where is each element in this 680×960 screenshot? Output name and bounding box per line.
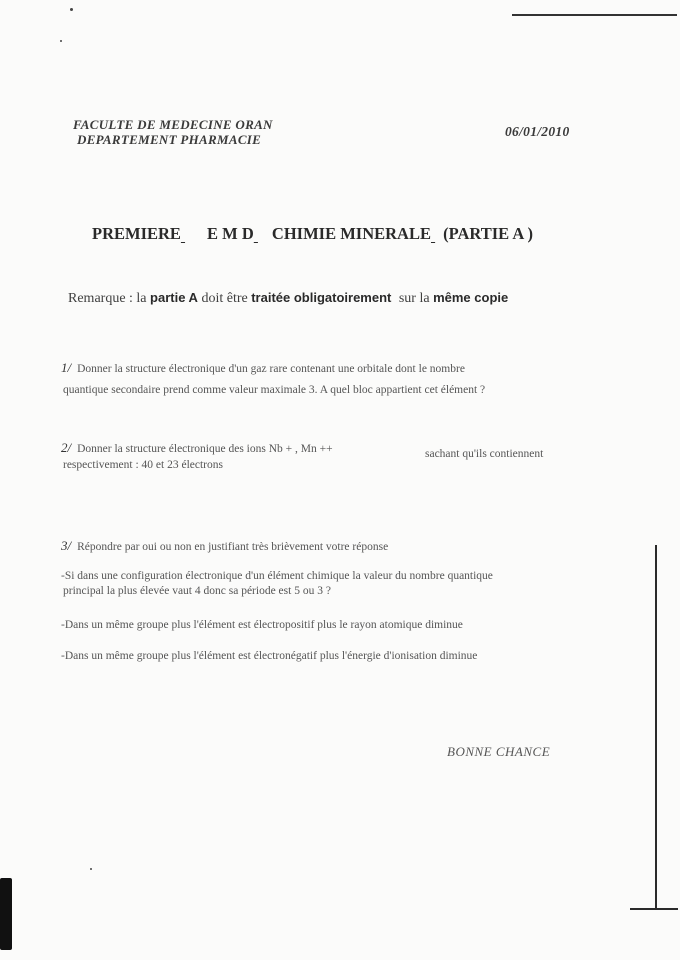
title-part-4: (PARTIE A ): [443, 224, 533, 243]
question-2-number: 2/: [61, 440, 72, 455]
scan-mark-left-edge: [0, 878, 12, 950]
department-name: DEPARTEMENT PHARMACIE: [77, 132, 262, 147]
title-part-1: PREMIERE: [92, 224, 181, 243]
remark-mandatory: traitée obligatoirement: [251, 290, 392, 305]
exam-date: 06/01/2010: [505, 124, 570, 139]
remark-prefix: Remarque : la: [68, 291, 147, 306]
scan-mark-top-right: [512, 14, 677, 16]
remark-same-copy: même copie: [433, 290, 509, 305]
question-1-number: 1/: [61, 360, 72, 375]
question-3-intro-text: Répondre par oui ou non en justifiant très brièvement votre réponse: [77, 541, 389, 553]
question-1-text-1: Donner la structure électronique d'un gaz rare contenant une orbitale dont le nombre: [77, 363, 465, 375]
remark-text-1: doit être: [201, 291, 248, 306]
question-1-line-1: [61, 360, 465, 376]
remark-text-2: sur la: [398, 291, 430, 306]
question-1-line-2: quantique secondaire prend comme valeur maximale 3. A quel bloc appartient cet élément ?: [63, 384, 486, 396]
remark-part-a: partie A: [150, 290, 198, 305]
scan-dot: [60, 40, 62, 42]
question-3c: -Dans un même groupe plus l'élément est électronégatif plus l'énergie d'ionisation diminue: [61, 650, 478, 662]
title-part-2: E M D: [207, 224, 254, 243]
scan-dot: [70, 8, 73, 11]
scan-dot: [90, 868, 92, 870]
question-3-intro: [61, 538, 388, 554]
title-part-3: CHIMIE MINERALE: [271, 224, 431, 243]
question-3a-line-2: principal la plus élevée vaut 4 donc sa période est 5 ou 3 ?: [63, 585, 331, 597]
closing-wish: BONNE CHANCE: [447, 744, 551, 759]
remark-line: [68, 290, 508, 307]
faculty-name: FACULTE DE MEDECINE ORAN: [73, 117, 273, 132]
question-2-line-1: [61, 440, 333, 456]
exam-title: [92, 224, 533, 244]
question-2-text-1b: sachant qu'ils contiennent: [425, 448, 544, 460]
question-3-number: 3/: [61, 538, 72, 553]
question-2-text-1a: Donner la structure électronique des ions Nb + , Mn ++: [77, 443, 333, 455]
scan-mark-right-edge: [655, 545, 657, 910]
question-3b: -Dans un même groupe plus l'élément est électropositif plus le rayon atomique diminue: [61, 619, 463, 631]
question-2-line-2: respectivement : 40 et 23 électrons: [63, 459, 223, 471]
question-3a-line-1: -Si dans une configuration électronique d'un élément chimique la valeur du nombre quantique: [61, 570, 493, 582]
scan-mark-bottom-right: [630, 908, 678, 910]
